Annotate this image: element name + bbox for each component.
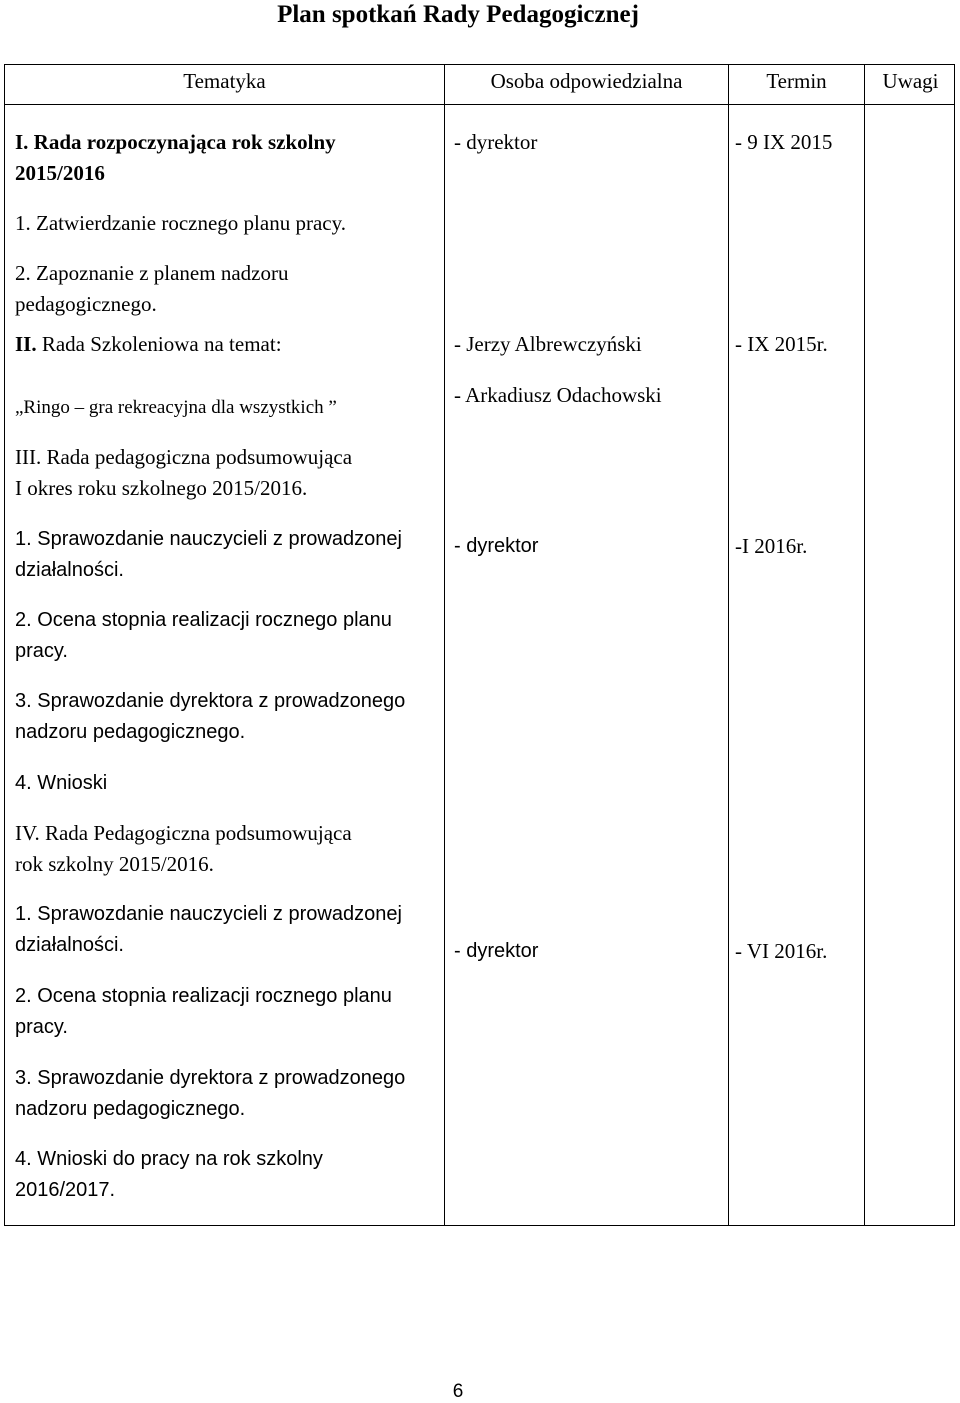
meeting-2-title-text: Rada Szkoleniowa na temat: <box>41 332 282 356</box>
text-line: I okres roku szkolnego 2015/2016. <box>15 476 308 500</box>
meeting-2-person-2: - Arkadiusz Odachowski <box>454 383 662 407</box>
text-line: pracy. <box>15 1016 68 1038</box>
meeting-4-person: - dyrektor <box>454 940 539 962</box>
meeting-2-term: - IX 2015r. <box>735 332 828 356</box>
meeting-4-item-3 <box>15 1063 405 1125</box>
header-termin: Termin <box>766 69 827 93</box>
text-line: 2. Ocena stopnia realizacji rocznego planu <box>15 985 392 1007</box>
meeting-3-term: -I 2016r. <box>735 534 808 558</box>
text-line: działalności. <box>15 934 124 956</box>
text-line: III. Rada pedagogiczna podsumowująca <box>15 445 353 469</box>
text-line: 2. Zapoznanie z planem nadzoru <box>15 261 289 285</box>
text-line: 2. Ocena stopnia realizacji rocznego planu <box>15 609 392 631</box>
meeting-3-item-3 <box>15 686 405 748</box>
text-line: 3. Sprawozdanie dyrektora z prowadzonego <box>15 690 406 712</box>
meeting-4-term: - VI 2016r. <box>735 939 828 963</box>
meeting-1-item-1: 1. Zatwierdzanie rocznego planu pracy. <box>15 211 346 235</box>
meeting-4-item-2 <box>15 981 392 1043</box>
text-line: IV. Rada Pedagogiczna podsumowująca <box>15 821 352 845</box>
text-line: 2015/2016 <box>15 161 105 185</box>
text-line: 2016/2017. <box>15 1179 116 1201</box>
column-divider <box>728 65 729 1225</box>
document-title: Plan spotkań Rady Pedagogicznej <box>277 1 639 28</box>
meeting-4-title <box>15 818 352 880</box>
header-tematyka: Tematyka <box>183 69 266 93</box>
meeting-3-person: - dyrektor <box>454 535 539 557</box>
column-divider <box>864 65 865 1225</box>
meeting-3-item-4: 4. Wnioski <box>15 772 108 794</box>
meeting-4-item-1 <box>15 899 402 961</box>
header-divider <box>5 104 954 105</box>
meeting-plan-table <box>4 64 955 1226</box>
meeting-1-item-2 <box>15 258 288 320</box>
meeting-4-item-4 <box>15 1144 323 1206</box>
text-line: 4. Wnioski do pracy na rok szkolny <box>15 1148 323 1170</box>
text-line: nadzoru pedagogicznego. <box>15 1098 246 1120</box>
text-line: 3. Sprawozdanie dyrektora z prowadzonego <box>15 1067 406 1089</box>
meeting-2-title <box>15 329 282 360</box>
text-line: działalności. <box>15 559 124 581</box>
roman-numeral: II. <box>15 332 37 356</box>
header-osoba: Osoba odpowiedzialna <box>490 69 683 93</box>
meeting-3-item-1 <box>15 524 402 586</box>
meeting-1-term: - 9 IX 2015 <box>735 130 833 154</box>
meeting-2-person-1: - Jerzy Albrewczyński <box>454 332 642 356</box>
text-line: nadzoru pedagogicznego. <box>15 721 246 743</box>
meeting-1-person: - dyrektor <box>454 130 538 154</box>
meeting-2-topic: „Ringo – gra rekreacyjna dla wszystkich ” <box>15 397 337 418</box>
page-number: 6 <box>452 1381 464 1402</box>
meeting-3-item-2 <box>15 605 392 667</box>
text-line: rok szkolny 2015/2016. <box>15 852 214 876</box>
text-line: 1. Sprawozdanie nauczycieli z prowadzonej <box>15 528 402 550</box>
text-line: 1. Sprawozdanie nauczycieli z prowadzonej <box>15 903 402 925</box>
meeting-3-title <box>15 442 352 504</box>
header-uwagi: Uwagi <box>882 69 939 93</box>
text-line: pracy. <box>15 640 68 662</box>
column-divider <box>444 65 445 1225</box>
text-line: pedagogicznego. <box>15 292 157 316</box>
text-line: I. Rada rozpoczynająca rok szkolny <box>15 130 336 154</box>
meeting-1-title <box>15 127 336 189</box>
